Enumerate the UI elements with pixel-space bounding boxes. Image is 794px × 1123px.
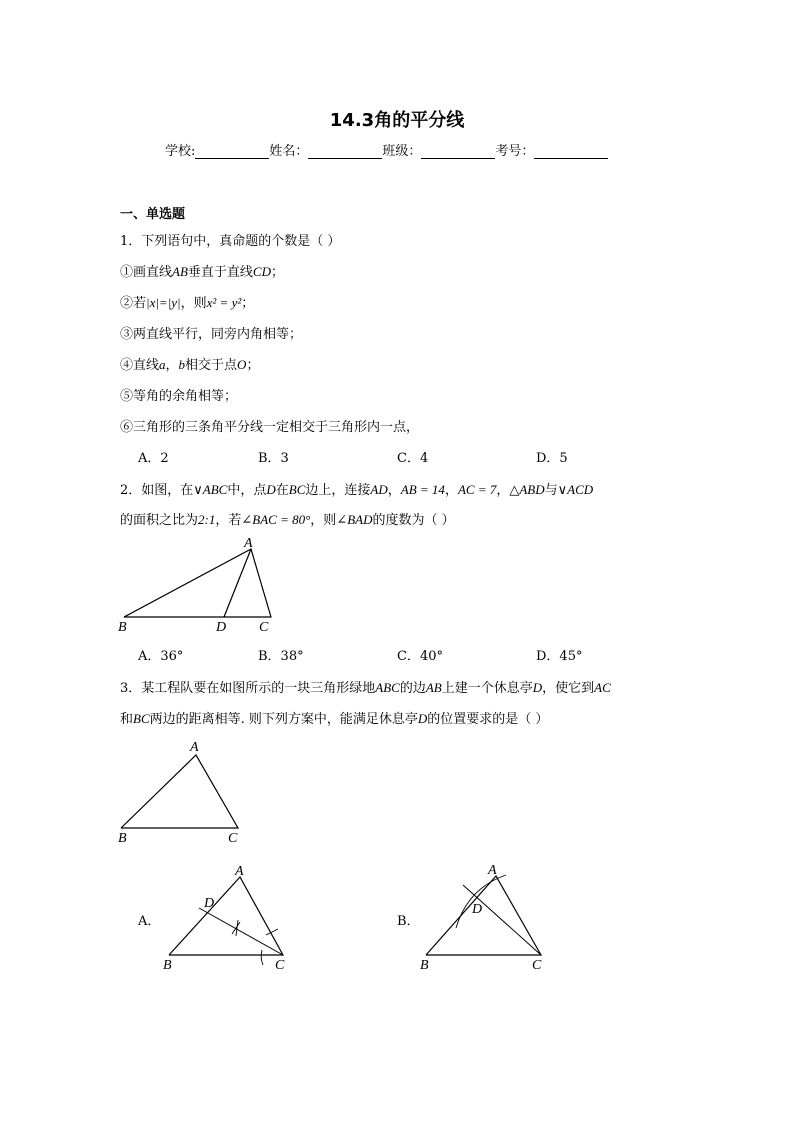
- text: 两边的距离相等. 则下列方案中，能满足休息亭: [149, 712, 418, 727]
- math-d: D: [417, 711, 428, 726]
- text: ，使它到: [542, 681, 595, 696]
- text: 相交于点: [185, 358, 238, 373]
- class-label: 班级：: [382, 144, 422, 159]
- math-o: O: [237, 357, 247, 372]
- math-a: a: [159, 357, 166, 372]
- text: ，: [496, 483, 510, 498]
- label-a: A: [244, 536, 253, 551]
- triangle-abc: [426, 876, 541, 955]
- label-c: C: [228, 831, 238, 846]
- text: ，则: [310, 513, 337, 528]
- text: 3．某工程队要在如图所示的一块三角形绿地: [120, 681, 376, 696]
- section-heading: 一、单选题: [120, 207, 186, 222]
- q1-stem: 1．下列语句中，真命题的个数是（ ）: [120, 234, 341, 249]
- math-d: D: [532, 680, 543, 695]
- text: ；: [241, 296, 255, 311]
- q1-option-c[interactable]: C．4: [397, 451, 429, 466]
- label-b: B: [118, 831, 127, 846]
- text: 的边: [399, 681, 426, 696]
- q1-statement-3: ③两直线平行，同旁内角相等；: [120, 327, 303, 342]
- text: ，则: [180, 296, 207, 311]
- math-ab14: AB = 14: [400, 482, 445, 497]
- text: ；: [270, 265, 284, 280]
- math-b: b: [178, 357, 186, 372]
- text: ，: [387, 483, 401, 498]
- text: ；: [246, 358, 260, 373]
- label-d: D: [472, 902, 483, 917]
- label-d: D: [216, 620, 227, 635]
- label-b: B: [163, 958, 172, 973]
- math-tri-acd: ∨ACD: [557, 482, 594, 497]
- math-d: D: [266, 482, 276, 497]
- text: 的面积之比为: [120, 513, 199, 528]
- q3-option-a[interactable]: A．: [138, 914, 161, 929]
- q2-option-c[interactable]: C．40°: [397, 649, 443, 664]
- school-label: 学校:: [165, 144, 196, 159]
- text: ①画直线: [120, 265, 173, 280]
- label-c: C: [259, 620, 269, 635]
- text: ，若: [215, 513, 242, 528]
- math-ab: AB: [172, 264, 188, 279]
- label-a: A: [488, 863, 497, 878]
- q2-option-a[interactable]: A．36°: [138, 649, 184, 664]
- label-a: A: [190, 740, 199, 755]
- q1-statement-5: ⑤等角的余角相等；: [120, 389, 238, 404]
- math-ratio: 2:1: [198, 512, 216, 527]
- text: 边上，连接: [305, 483, 371, 498]
- text: ④直线: [120, 358, 160, 373]
- math-ac: AC: [594, 680, 611, 695]
- text: 垂直于直线: [187, 265, 253, 280]
- math-cd: CD: [252, 264, 271, 279]
- math-tri-abd: △ABD: [509, 482, 545, 497]
- text: 的度数为（ ）: [372, 513, 455, 528]
- text: ，: [444, 483, 458, 498]
- label-c: C: [532, 958, 542, 973]
- text: ，: [165, 358, 179, 373]
- q1-option-b[interactable]: B．3: [258, 451, 289, 466]
- q2-option-d[interactable]: D．45°: [536, 649, 583, 664]
- text: 中，点: [227, 483, 267, 498]
- math-bc: BC: [133, 711, 150, 726]
- q1-statement-6: ⑥三角形的三条角平分线一定相交于三角形内一点，: [120, 420, 420, 435]
- q1-option-a[interactable]: A．2: [138, 451, 169, 466]
- label-c: C: [275, 958, 285, 973]
- page-title: 14.3角的平分线: [329, 110, 465, 131]
- math-ac7: AC = 7: [457, 482, 497, 497]
- text: 与: [544, 483, 558, 498]
- text: ②若: [120, 296, 147, 311]
- text: 在: [275, 483, 289, 498]
- math-ab: AB: [425, 680, 442, 695]
- text: 2．如图，在: [120, 483, 194, 498]
- text: 的位置要求的是（ ）: [427, 712, 549, 727]
- label-a: A: [235, 864, 244, 879]
- segment-cd: [463, 885, 541, 955]
- q2-option-b[interactable]: B．38°: [258, 649, 304, 664]
- math-ad: AD: [370, 482, 388, 497]
- id-label: 考号：: [495, 144, 535, 159]
- label-d: D: [204, 896, 215, 911]
- math-abc: ABC: [375, 680, 400, 695]
- name-label: 姓名：: [269, 144, 309, 159]
- text: 上建一个休息亭: [441, 681, 533, 696]
- math-bc: BC: [288, 482, 306, 497]
- label-b: B: [118, 620, 127, 635]
- q1-option-d[interactable]: D．5: [536, 451, 568, 466]
- text: 和: [120, 712, 134, 727]
- math-square: x² = y²: [206, 295, 242, 310]
- math-angle-bac: ∠BAC = 80°: [241, 512, 311, 527]
- label-b: B: [420, 958, 429, 973]
- math-tri-abc: ∨ABC: [193, 482, 228, 497]
- math-angle-bad: ∠BAD: [336, 512, 373, 527]
- math-abs: |x|=|y|: [146, 295, 181, 310]
- q3-option-b[interactable]: B．: [397, 914, 420, 929]
